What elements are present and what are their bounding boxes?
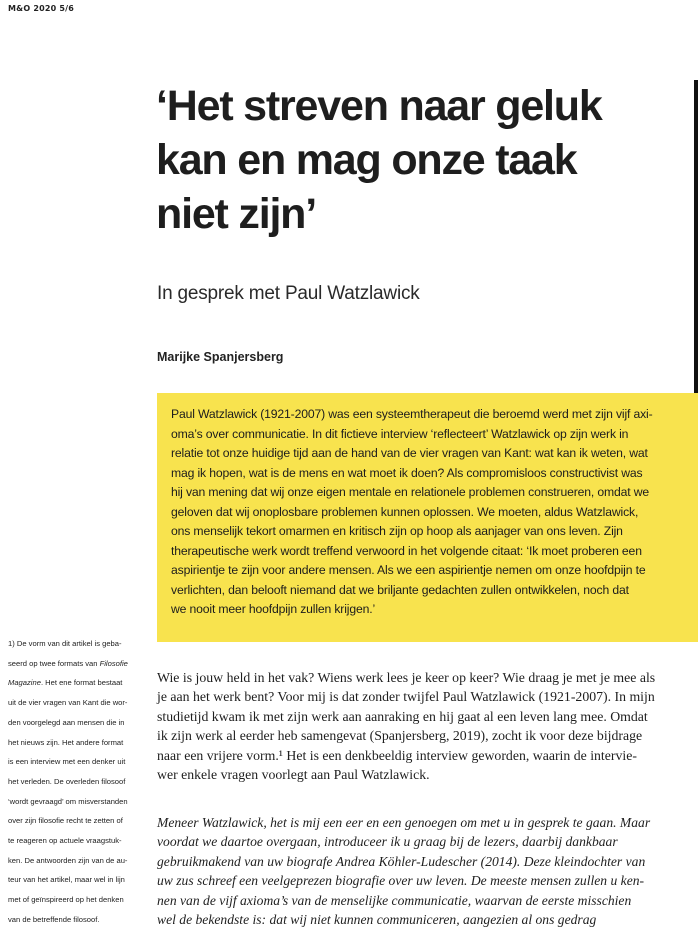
intro-line: therapeutische werk wordt treffend verwoord in het volgende citaat: ‘Ik moet proberen een bbox=[171, 543, 642, 558]
body-line: studietijd kwam ik met zijn werk aan aanraking en hij gaat al een leven lang mee. Omdat bbox=[157, 708, 648, 724]
article-title bbox=[156, 79, 676, 241]
interview-line: voordat we daartoe overgaan, introduceer ik u graag bij de lezers, daarbij dankbaar bbox=[157, 834, 618, 850]
intro-line: oma’s over communicatie. In dit fictieve interview ‘reflecteert’ Watzlawick op zijn werk in bbox=[171, 426, 629, 441]
footnote-line: met of geïnspireerd op het denken bbox=[8, 895, 124, 905]
author-name: Marijke Spanjersberg bbox=[157, 350, 284, 364]
intro-line: ons menselijk tekort omarmen en kritisch zijn op hoop als aanjager van ons leven. Zijn bbox=[171, 524, 623, 538]
footnote-magazine-name: Filosofie bbox=[99, 658, 128, 668]
footnote-line: van de betreffende filosoof. bbox=[8, 914, 100, 924]
article-subtitle: In gesprek met Paul Watzlawick bbox=[157, 283, 420, 304]
interview-line: wel de bekendste is: dat wij niet kunnen communiceren, aangezien al ons gedrag bbox=[157, 912, 597, 928]
body-line: naar een vrijere vorm.¹ Het is een denkbeeldig interview geworden, waarin de intervie- bbox=[157, 747, 637, 763]
interview-line: Meneer Watzlawick, het is mij een eer en een genoegen om met u in gesprek te gaan. Maar bbox=[157, 815, 651, 830]
footnote-line bbox=[8, 673, 143, 693]
footnote-line: 1) De vorm van dit artikel is geba- bbox=[8, 639, 122, 648]
body-paragraph bbox=[157, 668, 687, 784]
running-head: M&O 2020 5/6 bbox=[8, 4, 75, 13]
title-line: niet zijn’ bbox=[156, 190, 317, 238]
footnote-line: ken. De antwoorden zijn van de au- bbox=[8, 855, 128, 865]
intro-line: geloven dat wij onoplosbare problemen kunnen oplossen. We moeten, aldus Watzlawick, bbox=[171, 504, 639, 519]
intro-line: we nooit meer hoofdpijn zullen krijgen.’ bbox=[171, 602, 376, 616]
body-line: ik zijn werk al eerder heb samengevat (Spanjersberg, 2019), zocht ik voor deze bijdrage bbox=[157, 728, 643, 744]
footnote-line: is een interview met een denker uit bbox=[8, 757, 126, 767]
interview-line: gebruikmakend van uw biografe Andrea Köhler-Ludescher (2014). Deze kleindochter van bbox=[157, 853, 646, 869]
interview-line: uw zus schreef een veelgeprezen biografie over uw leven. De meeste mensen zullen u ken- bbox=[157, 873, 645, 889]
footnote-line: het nieuws zijn. Het andere format bbox=[8, 737, 124, 747]
footnote-line: over zijn filosofie recht te zetten of bbox=[8, 816, 123, 826]
intro-line: Paul Watzlawick (1921-2007) was een systeemtherapeut die beroemd werd met zijn vijf axi- bbox=[171, 407, 653, 421]
footnote-text: seerd op twee formats van bbox=[8, 658, 100, 668]
intro-line: verlichten, dan belooft niemand dat we briljante gedachten zullen ontwikkelen, noch dat bbox=[171, 582, 629, 597]
interview-question bbox=[157, 813, 687, 929]
footnote-line: het verleden. De overleden filosoof bbox=[8, 776, 126, 786]
title-line: kan en mag onze taak bbox=[156, 136, 577, 184]
footnote-magazine-name: Magazine bbox=[8, 678, 41, 688]
footnote bbox=[8, 634, 143, 930]
footnote-line: uit de vier vragen van Kant die wor- bbox=[8, 698, 128, 708]
intro-box bbox=[157, 393, 698, 642]
body-line: Wie is jouw held in het vak? Wiens werk lees je keer op keer? Wie draag je met je mee als bbox=[157, 670, 656, 685]
intro-line: mag ik hopen, wat is de mens en wat moet ik doen? Als compromisloos constructivist was bbox=[171, 465, 643, 480]
footnote-line: ‘wordt gevraagd’ om misverstanden bbox=[8, 796, 128, 806]
intro-line: aspirientje te zijn voor andere mensen. Als we een aspirientje nemen om onze hoofdpijn te bbox=[171, 563, 646, 577]
title-line: ‘Het streven naar geluk bbox=[156, 82, 602, 130]
footnote-text: . Het ene format bestaat bbox=[40, 678, 123, 688]
footnote-line bbox=[8, 654, 143, 674]
intro-line: relatie tot onze huidige tijd aan de hand van de vier vragen van Kant: wat kan ik weten, wat bbox=[171, 446, 648, 460]
footnote-line: teur van het artikel, maar wel in lijn bbox=[8, 875, 125, 885]
interview-line: nen van de vijf axioma’s van de menselijke communicatie, waarvan de eerste misschien bbox=[157, 892, 632, 908]
footnote-line: te reageren op actuele vraagstuk- bbox=[8, 836, 122, 846]
intro-line: hij van mening dat wij onze eigen mentale en relationele problemen construeren, omdat we bbox=[171, 485, 649, 499]
footnote-line: den voorgelegd aan mensen die in bbox=[8, 717, 125, 727]
body-line: wer enkele vragen voorlegt aan Paul Watzlawick. bbox=[157, 767, 430, 783]
body-line: je aan het werk bent? Voor mij is dat zonder twijfel Paul Watzlawick (1921-2007). In mijn bbox=[157, 689, 655, 705]
